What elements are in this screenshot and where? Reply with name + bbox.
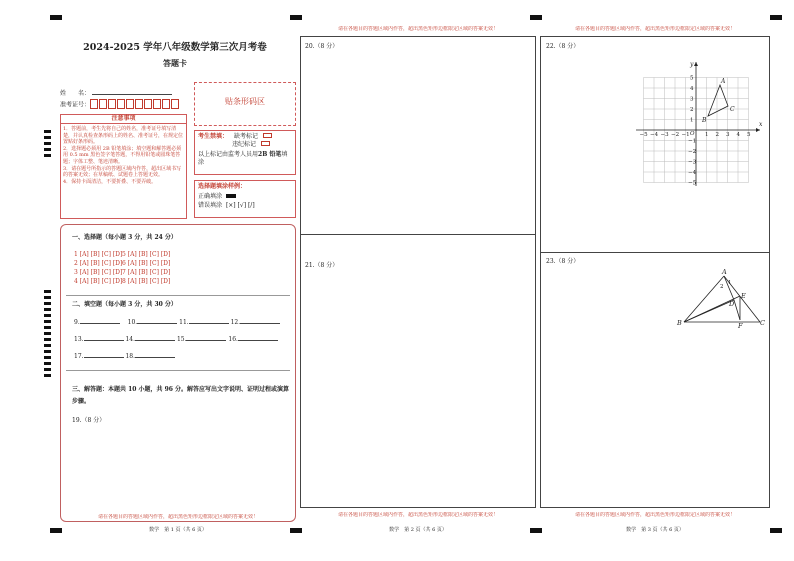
boundary-notice: 请在各题目的答题区域内作答，超出黑色矩形边框限定区域的答案无效！ <box>574 26 735 32</box>
barcode-label: 贴条形码区 <box>225 97 265 106</box>
boundary-notice: 请在各题目的答题区域内作答，超出黑色矩形边框限定区域的答案无效！ <box>574 512 735 518</box>
vertex-a-label: A <box>722 268 727 276</box>
boundary-notice: 请在各题目的答题区域内作答，超出黑色矩形边框限定区域的答案无效！ <box>97 514 258 520</box>
blank-line[interactable] <box>135 340 175 341</box>
exam-ban-note-prefix: 以上标记由监考人员用 <box>198 151 259 158</box>
blank-line[interactable] <box>186 340 226 341</box>
timing-mark <box>530 15 542 20</box>
x-tick-label: 1 <box>705 132 709 138</box>
id-label: 准考证号： <box>60 101 91 109</box>
y-tick-label: −2 <box>688 149 697 155</box>
vertex-c-label: C <box>760 319 765 327</box>
name-field[interactable] <box>92 88 172 95</box>
id-cells[interactable] <box>90 104 180 111</box>
blank-label: 10. <box>127 319 138 326</box>
boundary-notice: 请在各题目的答题区域内作答，超出黑色矩形边框限定区域的答案无效！ <box>337 512 498 518</box>
x-tick-label: 5 <box>747 132 751 138</box>
absent-mark-box[interactable] <box>263 133 272 138</box>
question-22-label: 22.（8 分） <box>546 43 580 50</box>
page-title: 2024-2025 学年八年级数学第三次月考卷 <box>83 42 267 53</box>
x-tick-label: 3 <box>726 132 730 138</box>
exam-ban-label: 考生禁填： <box>198 133 229 140</box>
question-19-label: 19.（8 分） <box>72 417 106 424</box>
mcq-row[interactable]: 6 [A] [B] [C] [D] <box>122 260 171 267</box>
note-item-3: 3．请在题号所指示的答题区域内作答，超出区域书写的答案无效；在草稿纸、试题卷上答题无效。 <box>63 165 182 179</box>
blank-label: 9. <box>74 319 80 326</box>
note-item-1: 1．答题前，考生先将自己的姓名，准考证号填写清楚，并认真检查条形码上的姓名、准考证号，在规定位置贴好条形码。 <box>63 126 184 146</box>
page-footer-2: 数学 第 2 页（共 6 页） <box>389 527 447 533</box>
answer-panel-middle <box>300 36 536 508</box>
y-tick-label: 4 <box>690 86 694 92</box>
x-tick-label: −1 <box>681 132 690 138</box>
mcq-row[interactable]: 3 [A] [B] [C] [D] <box>74 269 123 276</box>
violation-mark-box[interactable] <box>261 141 270 146</box>
y-tick-label: 3 <box>690 96 694 103</box>
point-e-label: E <box>741 292 746 300</box>
timing-mark <box>50 15 62 20</box>
blank-line[interactable] <box>189 323 229 324</box>
x-tick-label: 4 <box>736 132 740 138</box>
blank-label: 15. <box>176 336 187 343</box>
triangle-figure <box>676 268 768 330</box>
blank-line[interactable] <box>238 340 278 341</box>
point-c-label: C <box>730 106 735 113</box>
note-item-4: 4．保持卡面清洁，不要折叠、不要弄破。 <box>63 178 157 185</box>
fill-sample-label: 选择题填涂样例： <box>198 183 247 190</box>
blank-line[interactable] <box>84 340 124 341</box>
point-f-label: F <box>738 322 743 330</box>
note-item-2: 2．选择题必须用 2B 铅笔填涂；填空题和解答题必须用 0.5 mm 黑色签字笔答题，不得用铅笔或圆珠笔答题；字体工整、笔迹清晰。 <box>63 145 182 165</box>
y-tick-label: 5 <box>690 75 694 82</box>
x-tick-label: −5 <box>639 132 648 138</box>
fill-blank-row-3 <box>74 353 175 361</box>
panel-divider <box>300 234 536 235</box>
wrong-fill-marks: [×] [√] [/] <box>225 202 255 209</box>
notes-header: 注意事项 <box>60 115 187 124</box>
wrong-fill-label: 错误填涂 <box>198 202 223 209</box>
exam-ban-note-suffix: 填涂 <box>198 151 288 166</box>
page-subtitle: 答题卡 <box>163 58 187 68</box>
blank-line[interactable] <box>84 357 124 358</box>
point-a-label: A <box>721 78 726 85</box>
y-axis-arrow <box>694 62 698 66</box>
timing-mark <box>770 528 782 533</box>
blank-label: 12. <box>230 319 241 326</box>
y-tick-label: 1 <box>690 117 694 124</box>
question-20-label: 20.（8 分） <box>305 43 339 50</box>
question-23-label: 23.（8 分） <box>546 258 580 265</box>
page-footer-1: 数学 第 1 页（共 6 页） <box>149 527 207 533</box>
blank-label: 16. <box>228 336 238 343</box>
segment-df <box>734 300 740 320</box>
notes-list <box>63 126 185 185</box>
x-tick-label: −3 <box>660 132 669 138</box>
angle-1-label: 1 <box>728 280 732 286</box>
x-tick-labels <box>640 132 752 138</box>
question-21-label: 21.（8 分） <box>305 262 339 269</box>
y-tick-label: −5 <box>688 180 697 187</box>
section-divider <box>66 295 290 296</box>
x-tick-label: −2 <box>671 132 680 138</box>
angle-2-label: 2 <box>720 284 724 290</box>
mcq-row[interactable]: 4 [A] [B] [C] [D] <box>74 278 123 285</box>
blank-label: 17. <box>74 353 84 360</box>
section1-title: 一、选择题（每小题 3 分，共 24 分） <box>72 234 177 241</box>
timing-mark <box>290 15 302 20</box>
blank-line[interactable] <box>137 323 177 324</box>
y-axis-label: y <box>690 61 694 68</box>
point-b-label: B <box>702 117 707 124</box>
exam-ban-content <box>198 133 293 167</box>
blank-label: 14. <box>125 336 136 343</box>
name-label: 姓 名： <box>60 90 91 97</box>
panel-divider <box>540 252 770 253</box>
y-tick-label: −1 <box>688 138 697 145</box>
timing-mark <box>770 15 782 20</box>
blank-label: 13. <box>74 336 84 343</box>
mcq-row[interactable]: 7 [A] [B] [C] [D] <box>122 269 171 276</box>
blank-line[interactable] <box>135 357 175 358</box>
blank-line[interactable] <box>80 323 120 324</box>
correct-fill-label: 正确填涂 <box>198 193 223 200</box>
section2-title: 二、填空题（每小题 3 分，共 30 分） <box>72 301 177 308</box>
section3-title: 三、解答题：本题共 10 小题，共 96 分。解答应写出文字说明、证明过程或演算步骤。 <box>72 386 290 405</box>
x-axis-label: x <box>759 121 763 128</box>
name-row <box>60 88 195 98</box>
mcq-row[interactable]: 2 [A] [B] [C] [D] <box>74 260 123 267</box>
exam-ban-note-bold: 2B 铅笔 <box>258 151 282 158</box>
left-timing-strip <box>44 130 51 160</box>
correct-fill-swatch <box>226 194 236 198</box>
absent-mark-label: 缺考标记 <box>233 133 258 140</box>
blank-label: 11. <box>179 319 189 326</box>
mcq-grid[interactable] <box>74 250 170 286</box>
blank-line[interactable] <box>240 323 280 324</box>
point-d-label: D <box>729 300 735 308</box>
x-tick-label: −4 <box>650 132 659 138</box>
origin-label: O <box>690 131 695 137</box>
vertex-b-label: B <box>677 319 682 327</box>
triangle-abc <box>708 85 728 116</box>
left-timing-strip-lower <box>44 290 51 380</box>
x-axis-arrow <box>756 128 760 132</box>
y-tick-label: −3 <box>688 159 697 166</box>
violation-mark-label: 违纪标记 <box>232 141 257 148</box>
fill-blank-row-2 <box>74 336 278 344</box>
coordinate-grid-figure <box>630 58 766 190</box>
mcq-row[interactable]: 8 [A] [B] [C] [D] <box>122 278 171 285</box>
y-tick-label: −4 <box>688 170 697 176</box>
boundary-notice: 请在各题目的答题区域内作答，超出黑色矩形边框限定区域的答案无效！ <box>337 26 498 32</box>
x-tick-label: 2 <box>715 132 719 138</box>
id-row <box>60 99 195 112</box>
section-divider <box>66 370 290 371</box>
y-tick-label: 2 <box>690 107 694 113</box>
mcq-row[interactable]: 1 [A] [B] [C] [D] <box>74 251 123 258</box>
mcq-row[interactable]: 5 [A] [B] [C] [D] <box>122 251 171 258</box>
fill-sample-content <box>198 183 293 210</box>
segment-ab <box>684 276 724 322</box>
page-footer-3: 数学 第 3 页（共 6 页） <box>626 527 684 533</box>
fill-blank-row-1 <box>74 319 280 327</box>
blank-label: 18. <box>125 353 136 360</box>
